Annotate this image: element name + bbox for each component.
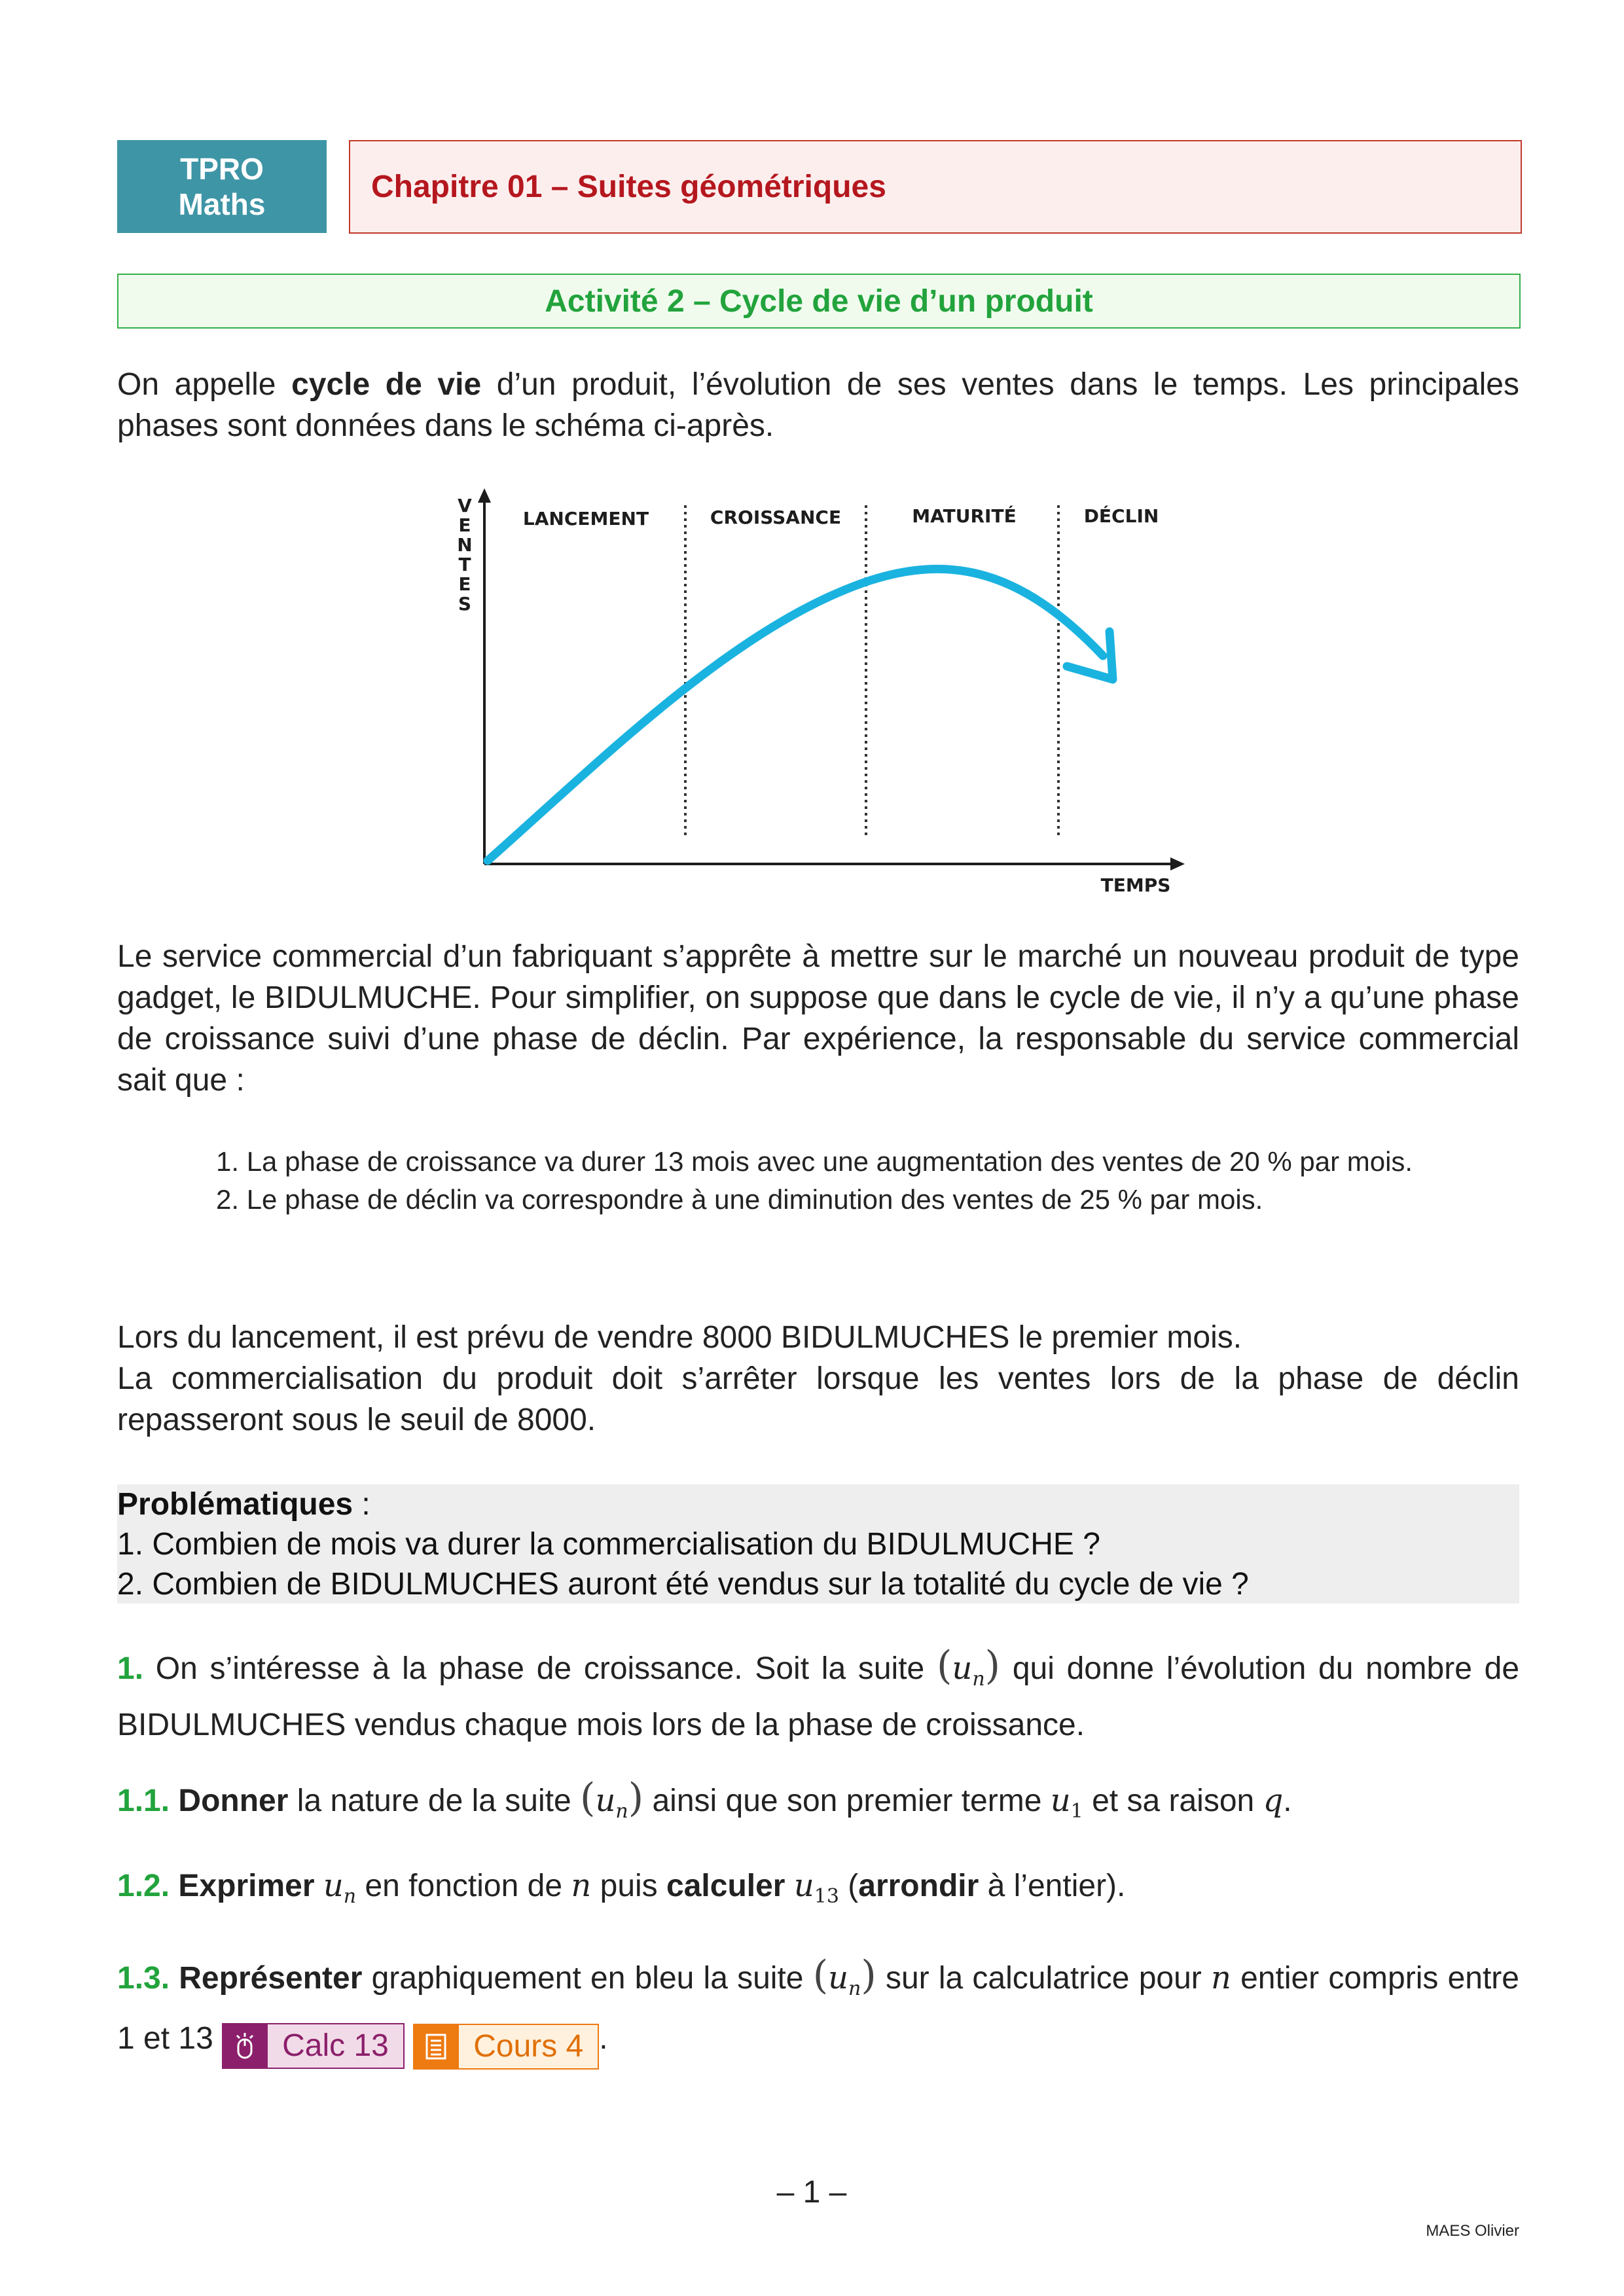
author-name: MAES Olivier xyxy=(1426,2222,1519,2240)
question-text: ainsi que son premier terme xyxy=(643,1784,1051,1818)
question-verb: Donner xyxy=(178,1784,289,1818)
math-u: u xyxy=(595,1782,616,1819)
assumptions-list xyxy=(216,1143,1519,1219)
sequence-un xyxy=(580,1775,644,1823)
question-1-3 xyxy=(117,1950,1519,2070)
chapter-header xyxy=(349,140,1522,234)
question-number: 1. xyxy=(117,1651,144,1686)
question-text: . xyxy=(599,2021,608,2056)
y-label-letter: E xyxy=(458,514,471,536)
math-u: u xyxy=(828,1960,849,1996)
math-sub-n: n xyxy=(972,1668,985,1691)
phase-label-lancement: LANCEMENT xyxy=(522,508,649,529)
context-paragraph: Le service commercial d’un fabriquant s’apprête à mettre sur le marché un nouveau produit de type gadget, le BIDULMUCHE. Pour simplifier, on suppose que dans le cycle de vie, il n’y a qu’une phase de croissance suivi d’une phase de déclin. Par expérience, la responsable du service commercial sait que : xyxy=(117,939,1519,1098)
chapter-title: Chapitre 01 – Suites géométriques xyxy=(371,170,886,204)
question-text: On s’intéresse à la phase de croissance. Soit la suite xyxy=(143,1651,937,1686)
math-n: n xyxy=(1210,1960,1231,1996)
question-text: et sa raison xyxy=(1083,1784,1263,1818)
paren-open: ( xyxy=(580,1775,596,1821)
math-sub-13: 13 xyxy=(814,1885,839,1908)
x-axis-label: TEMPS xyxy=(1100,874,1171,896)
math-q: q xyxy=(1263,1782,1284,1819)
math-sub-1: 1 xyxy=(1070,1800,1083,1823)
sales-curve xyxy=(488,569,1103,861)
sequence-un xyxy=(937,1643,1001,1691)
math-u: u xyxy=(793,1867,814,1904)
calc-13-label: Calc 13 xyxy=(268,2023,405,2069)
math-sub-n: n xyxy=(615,1800,628,1823)
maths-label: Maths xyxy=(178,187,266,221)
intro-bold-term: cycle de vie xyxy=(291,367,482,402)
question-text: à l’entier). xyxy=(979,1869,1126,1903)
phase-label-declin: DÉCLIN xyxy=(1083,505,1159,527)
question-text: qui donne l’évolution du nombre de BIDULMUCHES vendus chaque mois lors de la phase de croissance. xyxy=(117,1651,1520,1742)
question-verb: calculer xyxy=(666,1869,785,1903)
activity-header xyxy=(117,274,1521,329)
cours-4-label: Cours 4 xyxy=(459,2024,599,2070)
list-item: 1. La phase de croissance va durer 13 mois avec une augmentation des ventes de 20 % par mois. xyxy=(216,1146,1413,1177)
y-label-letter: V xyxy=(458,495,472,516)
intro-paragraph xyxy=(117,364,1519,446)
question-text: puis xyxy=(591,1869,667,1903)
calc-13-badge[interactable] xyxy=(222,2023,405,2069)
tpro-label: TPRO xyxy=(180,152,264,186)
activity-title: Activité 2 – Cycle de vie d’un produit xyxy=(545,283,1093,319)
product-life-cycle-diagram xyxy=(445,484,1198,910)
math-u: u xyxy=(1050,1782,1071,1819)
launch-paragraph xyxy=(117,1317,1519,1441)
problematiques-colon: : xyxy=(353,1487,370,1522)
paren-close: ) xyxy=(861,1952,876,1998)
math-sub-n: n xyxy=(848,1977,861,2000)
phase-label-croissance: CROISSANCE xyxy=(710,507,842,528)
question-text: ( xyxy=(839,1869,859,1903)
problem-item: 1. Combien de mois va durer la commercialisation du BIDULMUCHE ? xyxy=(117,1527,1100,1562)
mouse-click-icon xyxy=(222,2023,268,2069)
question-text: graphiquement en bleu la suite xyxy=(362,1961,813,1996)
question-number: 1.2. xyxy=(117,1869,170,1903)
paren-open: ( xyxy=(812,1952,829,1998)
problematiques-title: Problématiques xyxy=(117,1487,353,1522)
page-number: – 1 – xyxy=(776,2175,847,2210)
math-n: n xyxy=(571,1867,592,1904)
list-item: 2. Le phase de déclin va correspondre à une diminution des ventes de 25 % par mois. xyxy=(216,1184,1263,1215)
y-label-letter: N xyxy=(457,534,473,556)
question-text: sur la calculatrice pour xyxy=(876,1961,1211,1996)
problem-item: 2. Combien de BIDULMUCHES auront été vendus sur la totalité du cycle de vie ? xyxy=(117,1567,1249,1602)
math-u: u xyxy=(952,1650,973,1687)
y-label-letter: S xyxy=(458,593,472,615)
problematiques-text xyxy=(117,1484,1519,1604)
question-text: la nature de la suite xyxy=(288,1784,581,1818)
paren-close: ) xyxy=(984,1643,1001,1689)
question-verb: Représenter xyxy=(179,1961,363,1996)
question-1-1 xyxy=(117,1775,1519,1835)
math-sub-n: n xyxy=(343,1885,357,1908)
intro-text-2: d’un produit, l’évolution de ses ventes dans le temps. Les principales phases sont données dans le schéma ci-après. xyxy=(117,367,1520,443)
question-verb: arrondir xyxy=(858,1869,979,1903)
question-verb: Exprimer xyxy=(178,1869,315,1903)
paren-close: ) xyxy=(628,1775,644,1821)
paren-open: ( xyxy=(937,1643,952,1689)
tpro-maths-badge xyxy=(117,140,327,233)
question-text: . xyxy=(1283,1784,1292,1818)
x-axis-arrow-icon xyxy=(1170,857,1185,870)
sequence-un xyxy=(812,1952,876,2000)
math-u: u xyxy=(323,1867,344,1904)
phase-label-maturite: MATURITÉ xyxy=(912,505,1017,527)
cours-4-badge[interactable] xyxy=(413,2024,599,2070)
launch-line-2: La commercialisation du produit doit s’arrêter lorsque les ventes lors de la phase de déclin repasseront sous le seuil de 8000. xyxy=(117,1361,1519,1437)
launch-line-1: Lors du lancement, il est prévu de vendre 8000 BIDULMUCHES le premier mois. xyxy=(117,1320,1242,1355)
question-number: 1.1. xyxy=(117,1784,170,1818)
intro-text-1: On appelle xyxy=(117,367,292,402)
document-icon xyxy=(413,2024,459,2070)
question-number: 1.3. xyxy=(117,1961,170,1996)
question-1-2 xyxy=(117,1863,1519,1920)
question-text: en fonction de xyxy=(356,1869,571,1903)
y-label-letter: T xyxy=(458,554,471,575)
question-text: entier compris entre 1 et 13 xyxy=(117,1961,1519,2056)
y-label-letter: E xyxy=(458,573,471,595)
question-1 xyxy=(117,1643,1519,1748)
y-axis-arrow-icon xyxy=(478,488,491,503)
